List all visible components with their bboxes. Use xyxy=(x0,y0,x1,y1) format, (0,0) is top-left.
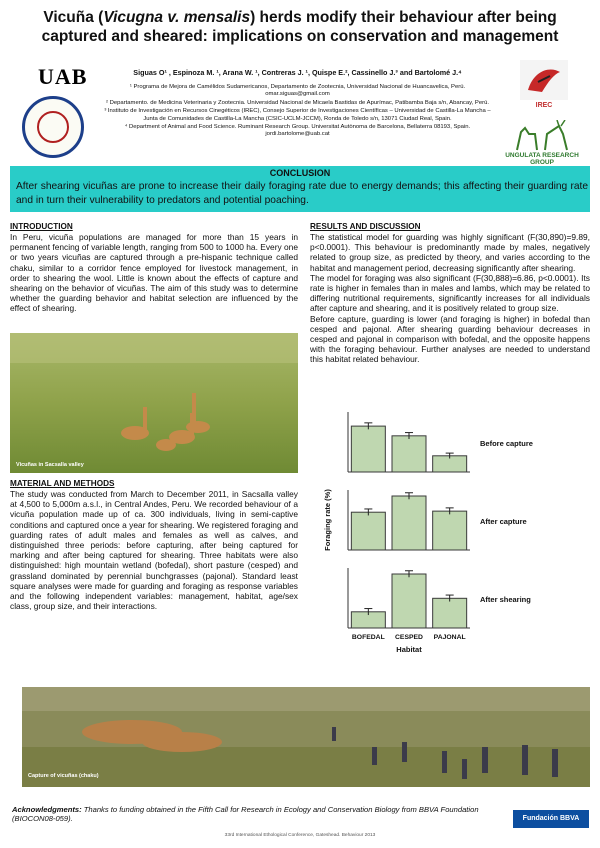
x-tick-label: PAJONAL xyxy=(433,634,466,641)
ungulata-logo xyxy=(507,120,577,154)
results-paragraph-3: Before capture, guarding is lower (and foraging is higher) in bofedal than cesped and pajonal. After shearing guarding behaviour decreases in cesped and pajonal in comparison with bofedal, and the opposite happens with the foraging behaviour. Further analyses are needed to understand this habitat related behaviour. xyxy=(310,313,590,365)
acknowledgments-text: Thanks to funding obtained in the Fifth Call for Research in Ecology and Conservation Biology from BBVA Foundation (BIOCON08-059). xyxy=(12,805,479,823)
acknowledgments xyxy=(12,805,492,823)
photo-caption-chaku: Capture of vicuñas (chaku) xyxy=(28,773,99,779)
vicunas-valley-photo xyxy=(10,333,298,473)
results-heading: RESULTS AND DISCUSSION xyxy=(310,222,421,231)
introduction-text: In Peru, vicuña populations are managed for more than 15 years in permanent fencing of variable length, ranging from 500 to 1000 ha. Every one or two years vicuñas are captured through a pre-hispanic technique called chaku, similar to a corridor fence employed for livestock management, in order to shearing the wool. Little is known about the effects of capture and shearing on the behavior of vicuñas. The aim of this study was to determine whether the guarding behavior and habitat selection are influenced by the effect of shearing. xyxy=(10,232,298,314)
bar xyxy=(433,511,467,550)
bar xyxy=(392,436,426,472)
title-species: Vicugna v. mensalis xyxy=(103,9,251,26)
affiliation-2: ² Departamento. de Medicina Veterinaria y Zootecnia. Universidad Nacional de Micaela Bastidas de Apurímac, Patibamba Baja s/n, Abancay, Perú. xyxy=(106,99,489,106)
x-axis-label: Habitat xyxy=(396,645,422,654)
bar xyxy=(351,512,385,550)
irec-logo-label: IREC xyxy=(535,102,553,109)
chaku-capture-photo xyxy=(22,687,590,787)
panel-label: After capture xyxy=(480,517,527,526)
x-tick-label: CESPED xyxy=(395,634,423,641)
conclusion-text: After shearing vicuñas are prone to increase their daily foraging rate due to energy demands; this affecting their guarding rate and in turn their vulnerability to predators and potential poaching. xyxy=(16,181,588,206)
title-part: ) herds modify their behaviour after being xyxy=(250,9,557,26)
irec-logo xyxy=(520,60,568,100)
uab-logo: UAB xyxy=(38,64,88,89)
methods-heading: MATERIAL AND METHODS xyxy=(10,479,115,488)
bar xyxy=(351,426,385,472)
panel-label: Before capture xyxy=(480,439,533,448)
affiliation-3: ³ Instituto de Investigación en Recursos Cinegéticos (IREC), Consejo Superior de Investigaciones Científicas – Universidad de Castilla-La Mancha – Junta de Comunidades de Castilla-La Mancha (CSIC-UCLM-JCCM), Ronda de Toledo s/n, 13071 Ciudad Real, Spain. xyxy=(104,108,491,122)
bbva-logo: Fundación BBVA xyxy=(513,810,589,828)
authors: Siguas O¹ , Espinoza M. ¹, Arana W. ¹, Contreras J. ¹, Quispe E.², Cassinello J.³ and Bartolomé J.⁴ xyxy=(133,68,462,77)
title-line-2: captured and sheared: implications on conservation and management xyxy=(41,28,559,45)
introduction-heading: INTRODUCTION xyxy=(10,222,73,231)
y-axis-label: Foraging rate (%) xyxy=(323,489,332,551)
poster-title xyxy=(10,8,590,46)
affiliations xyxy=(100,84,495,140)
affiliation-4: ⁴ Department of Animal and Food Science. Ruminant Research Group. Universitat Autònoma de Barcelona, Bellaterra 08193, Spain. jordi.bartolome@uab.cat xyxy=(124,124,471,138)
footer: 33rd International Ethological Conference, Gateshead. Behaviour 2013 xyxy=(224,833,376,838)
bar xyxy=(392,574,426,628)
bar xyxy=(433,598,467,628)
panel-label: After shearing xyxy=(480,595,531,604)
bar xyxy=(392,496,426,550)
title-part: Vicuña ( xyxy=(43,9,104,26)
results-text xyxy=(310,232,590,365)
conclusion-heading: CONCLUSION xyxy=(269,168,331,178)
x-tick-label: BOFEDAL xyxy=(351,634,385,641)
photo-caption-valley: Vicuñas in Sacsalla valley xyxy=(16,462,84,468)
results-paragraph-2: The model for foraging was also significant (F(30,888)=6.86, p<0.0001). Its rate is higher in females than in males and lambs, which may be related to differing nutritional requirements, significantly increases for all individuals after capture and shearing, and it is positively related to group size. xyxy=(310,272,590,314)
ungulata-logo-label: UNGULATA RESEARCH GROUP xyxy=(505,152,579,166)
methods-text: The study was conducted from March to December 2011, in Sacsalla valley at 4,500 to 5,000m a.s.l., in Central Andes, Peru. We recorded behaviour of a vicuña population made up of ca. 300 individuals, living in semi-captive conditions and captured once a year for shearing. We registered foraging and guarding rates of adult males and females as well as calves, and distinguished three periods: before capturing, after being captured for marking and after being captured for shearing. Three habitats were also distinguished: high mountain wetland (bofedal), short pasture (cesped) and grassland dominated by perennial bunchgrasses (pajonal). Standard least square analyses were made for guarding and foraging as response variables and the following independent variables: management, habitat, age/sex class, group size, and their interactions. xyxy=(10,489,298,612)
university-seal-logo xyxy=(22,96,84,158)
acknowledgments-label: Acknowledgments: xyxy=(12,805,82,814)
foraging-rate-chart xyxy=(318,408,590,656)
affiliation-1: ¹ Programa de Mejora de Camélidos Sudamericanos, Departamento de Zootecnia, Universidad Nacional de Huancavelica, Perú. omar.siguas@gmail.com xyxy=(129,84,466,98)
results-paragraph-1: The statistical model for guarding was highly significant (F(30,890)=9.89, p<0.0001). This behaviour is predominantly made by males, negatively related to group size, as predicted by theory, and varies according to the habitat and management period, decreasing significantly after shearing. xyxy=(310,232,590,273)
